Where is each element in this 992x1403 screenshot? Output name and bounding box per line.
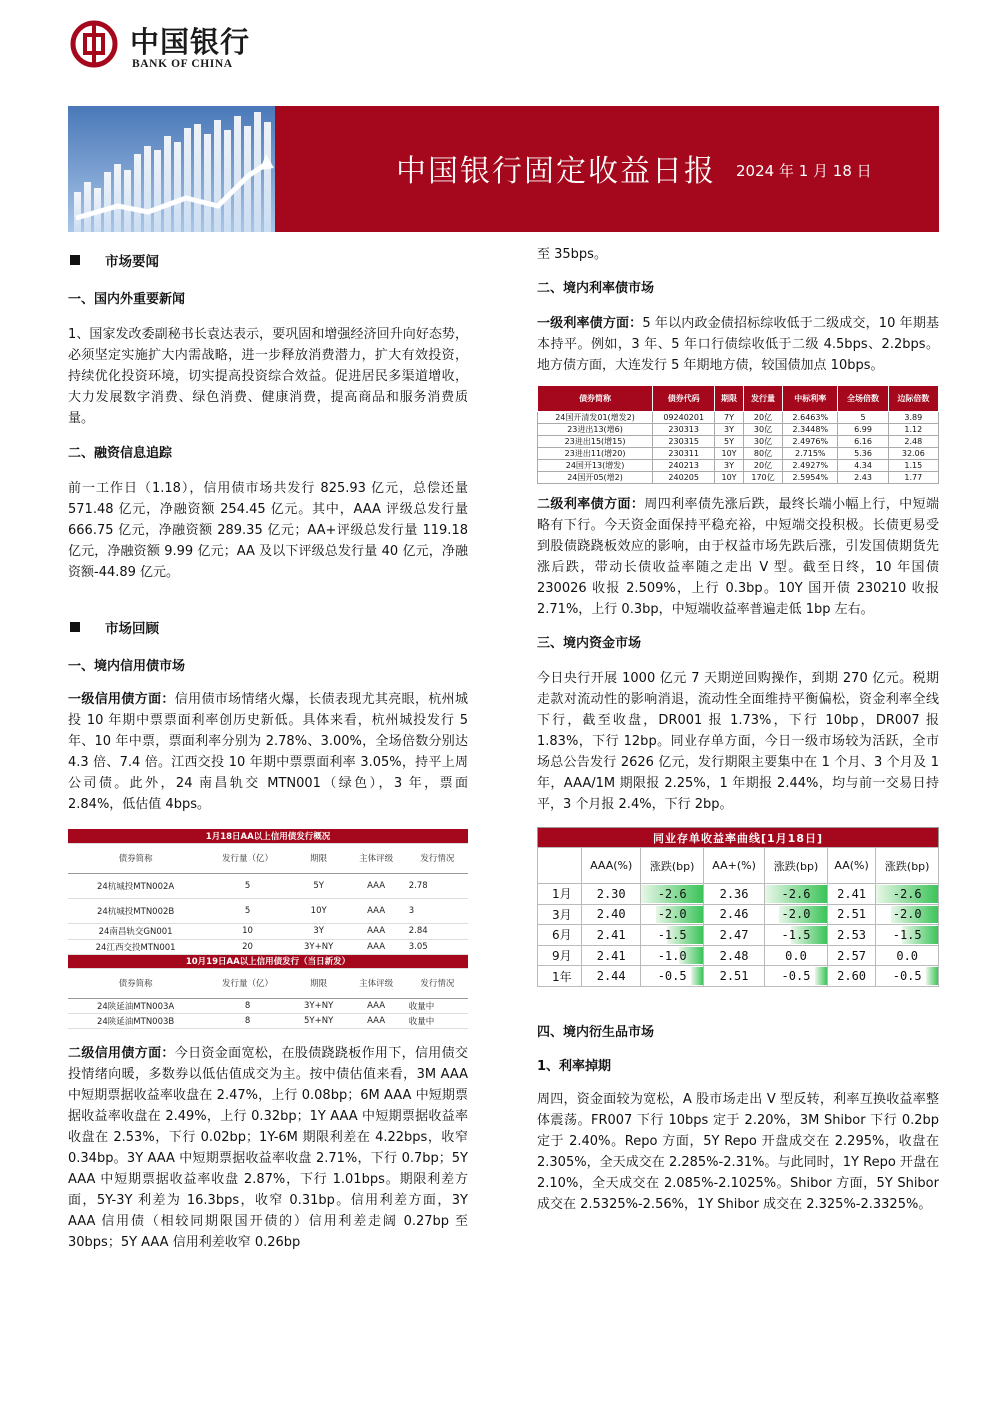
table-cell: 2.4927% xyxy=(783,460,838,472)
rising-chart-illustration xyxy=(68,106,275,232)
table-cell: 230311 xyxy=(653,448,715,460)
change-value: -0.5 xyxy=(657,969,687,984)
table-row xyxy=(538,925,939,946)
money-market-paragraph: 今日央行开展 1000 亿元 7 天期逆回购操作，到期 270 亿元。税期走款对流动性的影响消退，流动性全面维持平衡偏松，资金利率全线下行，截至收盘，DR001 报 1.73%，下行 10bp，DR007 报 1.83%，下行 12bp。同业存单方面，今日一级市场较为活跃，全市场总公告发行 2626 亿元，发行期限主要集中在 1 个月、3 个月及 1 年，AAA/1M 期限报 2.25%，1 年期报 2.44%，均与前一交易日持平，3 个月报 2.4%，下行 2bp。 xyxy=(537,671,939,812)
table-cell: 20亿 xyxy=(743,460,782,472)
table-cell: 2.4976% xyxy=(783,436,838,448)
change-value: -2.0 xyxy=(657,907,687,922)
change-cell xyxy=(641,945,704,966)
change-cell xyxy=(641,884,704,905)
yield-value: 2.47 xyxy=(703,925,764,946)
table-cell: 6.16 xyxy=(838,436,888,448)
table-cell: 2.43 xyxy=(838,472,888,484)
subheading-financing: 二、融资信息追踪 xyxy=(68,446,173,461)
table-cell: 32.06 xyxy=(888,448,938,460)
table-cell: 170亿 xyxy=(743,472,782,484)
table-row xyxy=(538,945,939,966)
change-cell xyxy=(765,945,828,966)
table-row: 24南昌轨交GN001 10 3Y AAA 2.84 xyxy=(68,923,468,939)
table-row xyxy=(538,460,939,472)
table-cell: 30亿 xyxy=(743,424,782,436)
table-cell: 24国开清发01(增发2) xyxy=(538,412,653,424)
table-row: 24陕延油MTN003A 8 3Y+NY AAA 收量中 xyxy=(68,998,468,1013)
change-cell xyxy=(876,925,939,946)
yield-value: 2.44 xyxy=(582,966,641,987)
table-title: 同业存单收益率曲线[1月18日] xyxy=(538,828,939,848)
report-banner xyxy=(68,106,939,232)
yield-value: 2.51 xyxy=(827,904,876,925)
irs-paragraph: 周四，资金面较为宽松，A 股市场走出 V 型反转，利率互换收益率整体震荡。FR007 下行 10bps 定于 2.20%，3M Shibor 下行 0.2bp 定于 2.40%。Repo 方面，5Y Repo 开盘成交在 2.295%，收盘在 2.305%，全天成交在 2.285%-2.31%。与此同时，1Y Repo 开盘在 2.10%，全天成交在 2.085%-2.1025%。Shibor 方面，5Y Shibor 成交在 2.5325%-2.56%，1Y Shibor 成交在 2.325%-2.3325%。 xyxy=(537,1091,939,1212)
yield-value: 2.51 xyxy=(703,966,764,987)
yield-value: 2.46 xyxy=(703,904,764,925)
tenor-label: 3月 xyxy=(538,904,582,925)
yield-value: 2.30 xyxy=(582,884,641,905)
table-row: 24陕延油MTN003B 8 5Y+NY AAA 收量中 xyxy=(68,1013,468,1028)
table-header-row: 债券简称 债券代码 期限 发行量 中标利率 全场倍数 边际倍数 xyxy=(538,386,939,412)
bank-of-china-seal-icon xyxy=(70,20,118,68)
table-cell: 3Y xyxy=(715,460,744,472)
table-cell: 24国开05(增2) xyxy=(538,472,653,484)
table-cell: 230313 xyxy=(653,424,715,436)
change-value: 0.0 xyxy=(785,948,807,963)
table-cell: 1.15 xyxy=(888,460,938,472)
tenor-label: 1年 xyxy=(538,966,582,987)
news-paragraph: 1、国家发改委副秘书长袁达表示，要巩固和增强经济回升向好态势，必须坚定实施扩大内需战略，进一步释放消费潜力，扩大有效投资，持续优化投资环境，切实提高投资综合效益。促进居民多渠道增收，大力发展数字消费、绿色消费、健康消费，提高商品和服务消费质量。 xyxy=(68,327,468,426)
change-value: -1.5 xyxy=(892,927,922,942)
table-row xyxy=(538,436,939,448)
table-row: 24杭城投MTN002B 5 10Y AAA 3 xyxy=(68,898,468,923)
yield-value: 2.41 xyxy=(582,945,641,966)
table-title: 10月19日AA以上信用债发行（当日新发） xyxy=(68,954,468,968)
report-date: 2024 年 1 月 18 日 xyxy=(736,162,872,180)
yield-value: 2.40 xyxy=(582,904,641,925)
table-cell: 09240201 xyxy=(653,412,715,424)
table-cell: 1.77 xyxy=(888,472,938,484)
table-cell: 24国开13(增发) xyxy=(538,460,653,472)
table-cell: 23进出13(增6) xyxy=(538,424,653,436)
yield-value: 2.41 xyxy=(827,884,876,905)
subheading-irs: 1、利率掉期 xyxy=(537,1058,612,1074)
table-row xyxy=(538,424,939,436)
table-cell: 23进出11(增20) xyxy=(538,448,653,460)
change-value: -1.0 xyxy=(657,948,687,963)
table-cell: 3.89 xyxy=(888,412,938,424)
change-cell xyxy=(765,925,828,946)
table-cell: 240213 xyxy=(653,460,715,472)
table-body xyxy=(538,412,939,484)
change-value: -1.5 xyxy=(781,927,811,942)
section-heading-market-news: 市场要闻 xyxy=(68,250,468,270)
table-header-row: 债券简称 发行量（亿） 期限 主体评级 发行情况 xyxy=(68,843,468,873)
table-body xyxy=(538,884,939,987)
change-cell xyxy=(765,904,828,925)
change-cell xyxy=(641,925,704,946)
subheading-credit-bond: 一、境内信用债市场 xyxy=(68,659,186,674)
table-cell: 3Y xyxy=(715,424,744,436)
table-cell: 5 xyxy=(838,412,888,424)
subheading-domestic-news: 一、国内外重要新闻 xyxy=(68,292,186,307)
table-cell: 7Y xyxy=(715,412,744,424)
change-value: 0.0 xyxy=(896,948,919,963)
table-row xyxy=(538,472,939,484)
change-data-bar xyxy=(926,967,938,985)
change-value: -2.6 xyxy=(892,886,922,901)
table-cell: 10Y xyxy=(715,448,744,460)
brand-name-en: BANK OF CHINA xyxy=(132,58,233,70)
table-row xyxy=(538,904,939,925)
table-cell: 1.12 xyxy=(888,424,938,436)
table-cell: 240205 xyxy=(653,472,715,484)
table-row: 24杭城投MTN002A 5 5Y AAA 2.78 xyxy=(68,873,468,898)
yield-value: 2.60 xyxy=(827,966,876,987)
table-row xyxy=(538,448,939,460)
table-cell: 30亿 xyxy=(743,436,782,448)
change-cell xyxy=(641,966,704,987)
change-value: -2.6 xyxy=(657,886,687,901)
rate-bond-auction-table xyxy=(537,385,939,484)
table-cell: 2.48 xyxy=(888,436,938,448)
subheading-derivatives: 四、境内衍生品市场 xyxy=(537,1024,655,1040)
financing-paragraph: 前一工作日（1.18），信用债市场共发行 825.93 亿元，总偿还量 571.48 亿元，净融资额 254.45 亿元。其中，AAA 评级总发行量 666.75 亿元，净融资额 289.35 亿元；AA+评级总发行量 119.18 亿元，净融资额 9.99 亿元；AA 及以下评级总发行量 40 亿元，净融资额-44.89 亿元。 xyxy=(68,481,468,580)
square-bullet-icon xyxy=(70,622,80,632)
subheading-rate-bond: 二、境内利率债市场 xyxy=(537,281,655,296)
yield-value: 2.48 xyxy=(703,945,764,966)
tenor-label: 1月 xyxy=(538,884,582,905)
continued-text: 至 35bps。 xyxy=(537,247,607,262)
table-cell: 80亿 xyxy=(743,448,782,460)
yield-value: 2.36 xyxy=(703,884,764,905)
ncd-yield-curve-table xyxy=(537,827,939,987)
change-data-bar xyxy=(815,967,827,985)
secondary-rate-paragraph: 二级利率债方面：周四利率债先涨后跌，最终长端小幅上行，中短端略有下行。今天资金面保持平稳充裕，中短端交投积极。长债更易受到股债跷跷板效应的影响，由于权益市场先跌后涨，引发国债期货先涨后跌，带动长债收益率随之走出 V 型。截至日终，10 年国债 230026 收报 2.509%，上行 0.3bp。10Y 国开债 230210 收报 2.71%，上行 0.3bp，中短端收益率普遍走低 1bp 左右。 xyxy=(537,497,939,617)
table-cell: 2.5954% xyxy=(783,472,838,484)
change-cell xyxy=(876,884,939,905)
secondary-credit-paragraph: 二级信用债方面：今日资金面宽松，在股债跷跷板作用下，信用债交投情绪向暖，多数券以低估值成交为主。按中债估值来看，3M AAA 中短期票据收益率收盘在 2.47%，上行 0.08bp；6M AAA 中短期票据收益率收盘在 2.49%，上行 0.32bp；1Y AAA 中短期票据收益率收盘在 2.53%，下行 0.02bp；1Y-6M 期限利差在 4.22bps，收窄 0.34bp。3Y AAA 中短期票据收益率收盘 2.71%，下行 0.7bp；5Y AAA 中短期票据收益率收盘 2.87%，下行 1.01bps。期限利差方面，5Y-3Y 利差为 16.3bps，收窄 0.31bp。信用利差方面，3Y AAA 信用债（相较同期限国开债的）信用利差走阔 0.27bp 至 30bps；5Y AAA 信用利差收窄 0.26bp xyxy=(68,1045,468,1250)
change-value: -0.5 xyxy=(781,969,811,984)
change-cell xyxy=(765,884,828,905)
yield-value: 2.53 xyxy=(827,925,876,946)
tenor-label: 6月 xyxy=(538,925,582,946)
report-title: 中国银行固定收益日报 xyxy=(396,154,716,189)
tenor-label: 9月 xyxy=(538,945,582,966)
table-row: 24江西交投MTN001 20 3Y+NY AAA 3.05 xyxy=(68,939,468,954)
change-cell xyxy=(641,904,704,925)
credit-issuance-table xyxy=(68,829,468,1029)
table-row xyxy=(538,884,939,905)
right-column xyxy=(537,244,939,1215)
change-value: -2.6 xyxy=(781,886,811,901)
yield-value: 2.57 xyxy=(827,945,876,966)
section-heading-market-review: 市场回顾 xyxy=(68,617,468,637)
table-cell: 4.34 xyxy=(838,460,888,472)
table-cell: 5.36 xyxy=(838,448,888,460)
table-row xyxy=(538,412,939,424)
yield-value: 2.41 xyxy=(582,925,641,946)
change-cell xyxy=(876,966,939,987)
change-value: -2.0 xyxy=(892,907,922,922)
change-value: -1.5 xyxy=(657,927,687,942)
brand-name-cn: 中国银行 xyxy=(130,25,251,59)
change-data-bar xyxy=(691,967,703,985)
change-cell xyxy=(876,945,939,966)
table-cell: 20亿 xyxy=(743,412,782,424)
table-cell: 23进出15(增15) xyxy=(538,436,653,448)
table-cell: 2.3448% xyxy=(783,424,838,436)
change-value: -0.5 xyxy=(892,969,922,984)
table-cell: 6.99 xyxy=(838,424,888,436)
square-bullet-icon xyxy=(70,255,80,265)
table-header-row: AAA(%) 涨跌(bp) AA+(%) 涨跌(bp) AA(%) 涨跌(bp) xyxy=(538,848,939,884)
bank-logo xyxy=(70,18,270,72)
table-cell: 10Y xyxy=(715,472,744,484)
table-title: 1月18日AA以上信用债发行概况 xyxy=(68,829,468,843)
table-cell: 2.715% xyxy=(783,448,838,460)
table-header-row: 债券简称 发行量（亿） 期限 主体评级 发行情况 xyxy=(68,968,468,998)
change-cell xyxy=(876,904,939,925)
table-cell: 2.6463% xyxy=(783,412,838,424)
subheading-money-market: 三、境内资金市场 xyxy=(537,636,642,651)
primary-credit-paragraph: 一级信用债方面：信用债市场情绪火爆，长债表现尤其亮眼，杭州城投 10 年期中票票面利率创历史新低。具体来看，杭州城投发行 5 年、10 年中票，票面利率分别为 2.78%、3.00%，全场倍数分别达 4.3 倍、7.4 倍。江西交投 10 年期中票票面利率 3.05%，持平上周公司债。此外，24 南昌轨交 MTN001（绿色），3 年，票面 2.84%，低估值 4bps。 xyxy=(68,692,468,812)
primary-rate-paragraph: 一级利率债方面：5 年以内政金债招标综收低于二级成交，10 年期基本持平。例如，3 年、5 年口行债综收低于二级 4.5bps、2.2bps。地方债方面，大连发行 5 年期地方债，较国债加点 10bps。 xyxy=(537,316,939,373)
table-cell: 230315 xyxy=(653,436,715,448)
change-value: -2.0 xyxy=(781,907,811,922)
table-row xyxy=(538,966,939,987)
left-column xyxy=(68,250,468,1253)
table-cell: 5Y xyxy=(715,436,744,448)
change-cell xyxy=(765,966,828,987)
